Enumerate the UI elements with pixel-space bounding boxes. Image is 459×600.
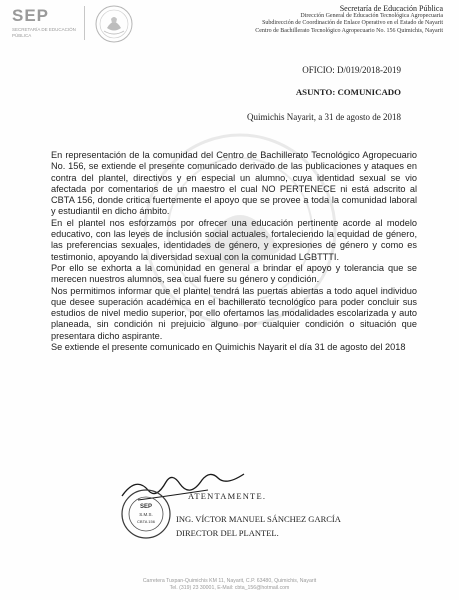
svg-text:CBTA 156: CBTA 156 [137,519,155,524]
signer-name: ING. VÍCTOR MANUEL SÁNCHEZ GARCÍA [176,514,341,524]
letter-body [51,150,417,353]
svg-text:SEP: SEP [139,504,153,510]
place-date: Quimichis Nayarit, a 31 de agosto de 2018 [247,112,401,122]
sep-logo-subtitle: SECRETARÍA DE EDUCACIÓN PÚBLICA [12,27,76,38]
body-paragraph: En representación de la comunidad del Centro de Bachillerato Tecnológico Agropecuario No. 156, se extiende el presente comunicado derivado de las publicaciones y ataques en contra del plantel, directivos y en especial un alumno, cuya identidad sexual se vio afectada por comentarios de un maestro el cual NO PERTENECE ni está adscrito al CBTA 156, donde critica fuertemente el apoyo que se provee a toda la comunidad laboral y estudiantil en dicho ámbito. [51,150,417,217]
closing-text: ATENTAMENTE. [188,491,267,501]
header-divider [84,6,85,40]
footer-line: Tel. (319) 23 30001, E-Mail: cbta_156@hotmail.com [169,585,290,591]
coat-of-arms-icon [94,4,134,44]
official-seal-stamp [120,488,172,540]
svg-text:S.M.S.: S.M.S. [139,512,153,517]
body-paragraph: Nos permitimos informar que el plantel tendrá las puertas abiertas a todo aquel individuo que desee superación académica en el bachillerato tecnológico para poder concluir sus estudios de nivel medio superior, por ello ofertamos las modalidades escolarizada y auto planeada, sin condición ni prejuicio alguno por cualquier condición o situación que presentara dicho aspirante. [51,285,417,341]
secretaria-name: Secretaría de Educación Pública [339,4,443,13]
footer-address [0,578,459,592]
oficio-number: OFICIO: D/019/2018-2019 [302,65,401,75]
asunto-line: ASUNTO: COMUNICADO [295,87,401,97]
footer-line: Carretera Tuxpan-Quimichis KM 11, Nayarit, C.P. 63480, Quimichis, Nayarit [142,578,317,584]
body-paragraph: Se extiende el presente comunicado en Quimichis Nayarit el día 31 de agosto del 2018 [51,342,406,353]
signer-title: DIRECTOR DEL PLANTEL. [176,528,279,538]
body-paragraph: En el plantel nos esforzamos por ofrecer una educación pertinente acorde al modelo educativo, con las leyes de inclusión social actuales, fortaleciendo la equidad de género, las preferencias sexuales, identidades de género, y expresiones de género y como es testimonio, apoyando la diversidad sexual con la comunidad LGBTTTI. [51,217,417,262]
body-paragraph: Por ello se exhorta a la comunidad en general a brindar el apoyo y tolerancia que se merecen nuestros alumnos, sea cual fuere su género y condición. [51,262,417,285]
institution-header [203,4,443,35]
header-line: Dirección General de Educación Tecnológica Agropecuaria [300,13,443,19]
sep-logo: SEP [12,6,50,25]
header-line: Subdirección de Coordinación de Enlace Operativo en el Estado de Nayarit [262,20,443,27]
header-line: Centro de Bachillerato Tecnológico Agropecuario No. 156 Quimichis, Nayarit [255,27,443,34]
